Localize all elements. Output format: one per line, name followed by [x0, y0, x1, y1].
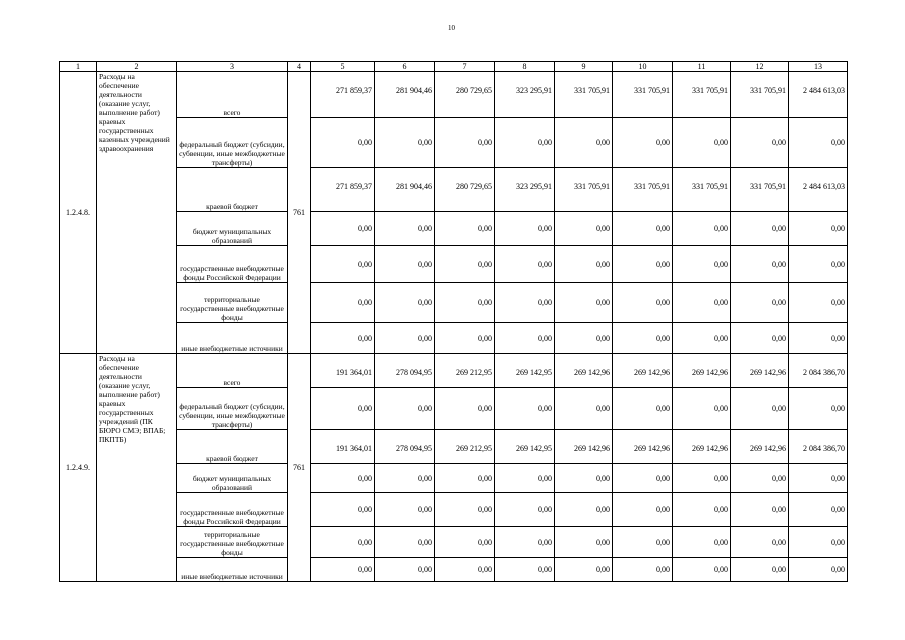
value-cell: 0,00 — [673, 493, 731, 527]
value-cell: 191 364,01 — [311, 430, 375, 464]
col-header: 1 — [60, 62, 97, 72]
value-cell: 2 484 613,03 — [789, 72, 848, 118]
col-header: 6 — [375, 62, 435, 72]
value-cell: 269 142,96 — [613, 430, 673, 464]
value-cell: 0,00 — [613, 118, 673, 168]
value-cell: 0,00 — [375, 464, 435, 493]
funding-source: бюджет муниципальных образований — [177, 464, 288, 493]
value-cell: 0,00 — [495, 493, 555, 527]
value-cell: 0,00 — [789, 464, 848, 493]
table-row — [60, 323, 848, 354]
value-cell: 331 705,91 — [731, 168, 789, 212]
value-cell: 0,00 — [613, 558, 673, 582]
value-cell: 0,00 — [673, 464, 731, 493]
value-cell: 0,00 — [495, 558, 555, 582]
value-cell: 0,00 — [673, 323, 731, 354]
table-row — [60, 118, 848, 168]
value-cell: 331 705,91 — [731, 72, 789, 118]
table-row — [60, 464, 848, 493]
value-cell: 0,00 — [731, 283, 789, 323]
value-cell: 2 084 386,70 — [789, 354, 848, 388]
value-cell: 0,00 — [789, 212, 848, 246]
value-cell: 0,00 — [495, 527, 555, 558]
value-cell: 0,00 — [435, 493, 495, 527]
header-row — [60, 62, 848, 72]
row-description: Расходы на обеспечение деятельности (оказание услуг, выполнение работ) краевых государственных учреждений (ПК БЮРО СМЭ; ВПАБ; ПКПТБ) — [97, 354, 177, 582]
value-cell: 269 142,96 — [555, 430, 613, 464]
value-cell: 0,00 — [495, 464, 555, 493]
value-cell: 269 142,96 — [731, 354, 789, 388]
col-header: 8 — [495, 62, 555, 72]
col-header: 11 — [673, 62, 731, 72]
value-cell: 0,00 — [789, 246, 848, 283]
grbs-code: 761 — [288, 72, 311, 354]
col-header: 9 — [555, 62, 613, 72]
value-cell: 0,00 — [311, 118, 375, 168]
funding-source: территориальные государственные внебюджетные фонды — [177, 527, 288, 558]
value-cell: 281 904,46 — [375, 168, 435, 212]
table-row — [60, 354, 848, 388]
value-cell: 0,00 — [555, 246, 613, 283]
value-cell: 0,00 — [375, 246, 435, 283]
value-cell: 271 859,37 — [311, 72, 375, 118]
value-cell: 0,00 — [311, 283, 375, 323]
value-cell: 0,00 — [435, 323, 495, 354]
value-cell: 0,00 — [613, 493, 673, 527]
row-code: 1.2.4.9. — [60, 354, 97, 582]
value-cell: 281 904,46 — [375, 72, 435, 118]
value-cell: 0,00 — [731, 558, 789, 582]
value-cell: 0,00 — [555, 493, 613, 527]
value-cell: 0,00 — [555, 212, 613, 246]
funding-source: всего — [177, 354, 288, 388]
value-cell: 0,00 — [731, 212, 789, 246]
col-header: 10 — [613, 62, 673, 72]
value-cell: 0,00 — [731, 493, 789, 527]
value-cell: 0,00 — [435, 246, 495, 283]
value-cell: 0,00 — [495, 212, 555, 246]
page-number: 10 — [448, 24, 455, 32]
value-cell: 191 364,01 — [311, 354, 375, 388]
row-code: 1.2.4.8. — [60, 72, 97, 354]
value-cell: 269 142,96 — [613, 354, 673, 388]
value-cell: 0,00 — [375, 283, 435, 323]
value-cell: 0,00 — [613, 212, 673, 246]
value-cell: 0,00 — [789, 323, 848, 354]
table-row — [60, 430, 848, 464]
value-cell: 331 705,91 — [673, 168, 731, 212]
col-header: 7 — [435, 62, 495, 72]
value-cell: 0,00 — [555, 118, 613, 168]
value-cell: 0,00 — [731, 323, 789, 354]
col-header: 2 — [97, 62, 177, 72]
funding-source: бюджет муниципальных образований — [177, 212, 288, 246]
value-cell: 0,00 — [495, 388, 555, 430]
value-cell: 331 705,91 — [613, 72, 673, 118]
value-cell: 0,00 — [613, 246, 673, 283]
value-cell: 0,00 — [555, 464, 613, 493]
value-cell: 269 142,95 — [495, 430, 555, 464]
value-cell: 0,00 — [311, 388, 375, 430]
value-cell: 0,00 — [613, 464, 673, 493]
funding-source: государственные внебюджетные фонды Российской Федерации — [177, 246, 288, 283]
value-cell: 0,00 — [375, 558, 435, 582]
value-cell: 0,00 — [673, 246, 731, 283]
grbs-code: 761 — [288, 354, 311, 582]
funding-source: всего — [177, 72, 288, 118]
value-cell: 323 295,91 — [495, 72, 555, 118]
value-cell: 0,00 — [613, 527, 673, 558]
value-cell: 0,00 — [731, 118, 789, 168]
value-cell: 0,00 — [375, 212, 435, 246]
value-cell: 0,00 — [555, 527, 613, 558]
value-cell: 323 295,91 — [495, 168, 555, 212]
table-row — [60, 168, 848, 212]
funding-source: территориальные государственные внебюджетные фонды — [177, 283, 288, 323]
value-cell: 0,00 — [789, 493, 848, 527]
value-cell: 0,00 — [311, 323, 375, 354]
col-header: 3 — [177, 62, 288, 72]
value-cell: 280 729,65 — [435, 72, 495, 118]
value-cell: 269 142,96 — [731, 430, 789, 464]
value-cell: 0,00 — [375, 118, 435, 168]
value-cell: 0,00 — [613, 388, 673, 430]
value-cell: 0,00 — [731, 246, 789, 283]
value-cell: 331 705,91 — [613, 168, 673, 212]
col-header: 4 — [288, 62, 311, 72]
value-cell: 0,00 — [495, 246, 555, 283]
value-cell: 0,00 — [495, 323, 555, 354]
value-cell: 0,00 — [435, 283, 495, 323]
value-cell: 2 084 386,70 — [789, 430, 848, 464]
funding-source: иные внебюджетные источники — [177, 323, 288, 354]
value-cell: 0,00 — [375, 388, 435, 430]
value-cell: 0,00 — [789, 558, 848, 582]
funding-source: краевой бюджет — [177, 168, 288, 212]
value-cell: 0,00 — [435, 464, 495, 493]
value-cell: 0,00 — [731, 464, 789, 493]
value-cell: 331 705,91 — [673, 72, 731, 118]
table-row — [60, 493, 848, 527]
table-row — [60, 558, 848, 582]
value-cell: 0,00 — [311, 246, 375, 283]
funding-source: федеральный бюджет (субсидии, субвенции, иные межбюджетные трансферты) — [177, 118, 288, 168]
value-cell: 278 094,95 — [375, 354, 435, 388]
value-cell: 0,00 — [375, 493, 435, 527]
col-header: 13 — [789, 62, 848, 72]
budget-table — [59, 61, 848, 582]
table-row — [60, 388, 848, 430]
value-cell: 0,00 — [311, 493, 375, 527]
col-header: 12 — [731, 62, 789, 72]
value-cell: 269 212,95 — [435, 430, 495, 464]
funding-source: федеральный бюджет (субсидии, субвенции, иные межбюджетные трансферты) — [177, 388, 288, 430]
value-cell: 269 142,96 — [673, 430, 731, 464]
value-cell: 0,00 — [731, 527, 789, 558]
value-cell: 0,00 — [673, 212, 731, 246]
value-cell: 0,00 — [435, 558, 495, 582]
value-cell: 0,00 — [673, 388, 731, 430]
value-cell: 0,00 — [731, 388, 789, 430]
table-row — [60, 283, 848, 323]
row-description: Расходы на обеспечение деятельности (оказание услуг, выполнение работ) краевых государственных казенных учреждений здравоохранения — [97, 72, 177, 354]
value-cell: 0,00 — [555, 558, 613, 582]
value-cell: 271 859,37 — [311, 168, 375, 212]
value-cell: 0,00 — [613, 283, 673, 323]
value-cell: 0,00 — [789, 388, 848, 430]
value-cell: 0,00 — [311, 464, 375, 493]
funding-source: краевой бюджет — [177, 430, 288, 464]
value-cell: 269 142,95 — [495, 354, 555, 388]
value-cell: 278 094,95 — [375, 430, 435, 464]
value-cell: 0,00 — [673, 283, 731, 323]
value-cell: 0,00 — [789, 118, 848, 168]
value-cell: 0,00 — [311, 212, 375, 246]
value-cell: 0,00 — [555, 323, 613, 354]
table-row — [60, 72, 848, 118]
value-cell: 331 705,91 — [555, 72, 613, 118]
table-row — [60, 527, 848, 558]
table-row — [60, 212, 848, 246]
funding-source: иные внебюджетные источники — [177, 558, 288, 582]
col-header: 5 — [311, 62, 375, 72]
value-cell: 269 142,96 — [555, 354, 613, 388]
value-cell: 0,00 — [375, 527, 435, 558]
value-cell: 0,00 — [555, 388, 613, 430]
table-row — [60, 246, 848, 283]
value-cell: 0,00 — [673, 558, 731, 582]
value-cell: 0,00 — [435, 212, 495, 246]
value-cell: 0,00 — [311, 527, 375, 558]
value-cell: 0,00 — [789, 283, 848, 323]
value-cell: 0,00 — [435, 527, 495, 558]
value-cell: 0,00 — [673, 118, 731, 168]
value-cell: 0,00 — [555, 283, 613, 323]
value-cell: 0,00 — [673, 527, 731, 558]
value-cell: 0,00 — [495, 118, 555, 168]
value-cell: 0,00 — [311, 558, 375, 582]
value-cell: 0,00 — [789, 527, 848, 558]
value-cell: 0,00 — [435, 118, 495, 168]
value-cell: 0,00 — [613, 323, 673, 354]
value-cell: 269 212,95 — [435, 354, 495, 388]
value-cell: 2 484 613,03 — [789, 168, 848, 212]
value-cell: 0,00 — [435, 388, 495, 430]
value-cell: 0,00 — [375, 323, 435, 354]
value-cell: 280 729,65 — [435, 168, 495, 212]
funding-source: государственные внебюджетные фонды Российской Федерации — [177, 493, 288, 527]
value-cell: 0,00 — [495, 283, 555, 323]
value-cell: 331 705,91 — [555, 168, 613, 212]
value-cell: 269 142,96 — [673, 354, 731, 388]
